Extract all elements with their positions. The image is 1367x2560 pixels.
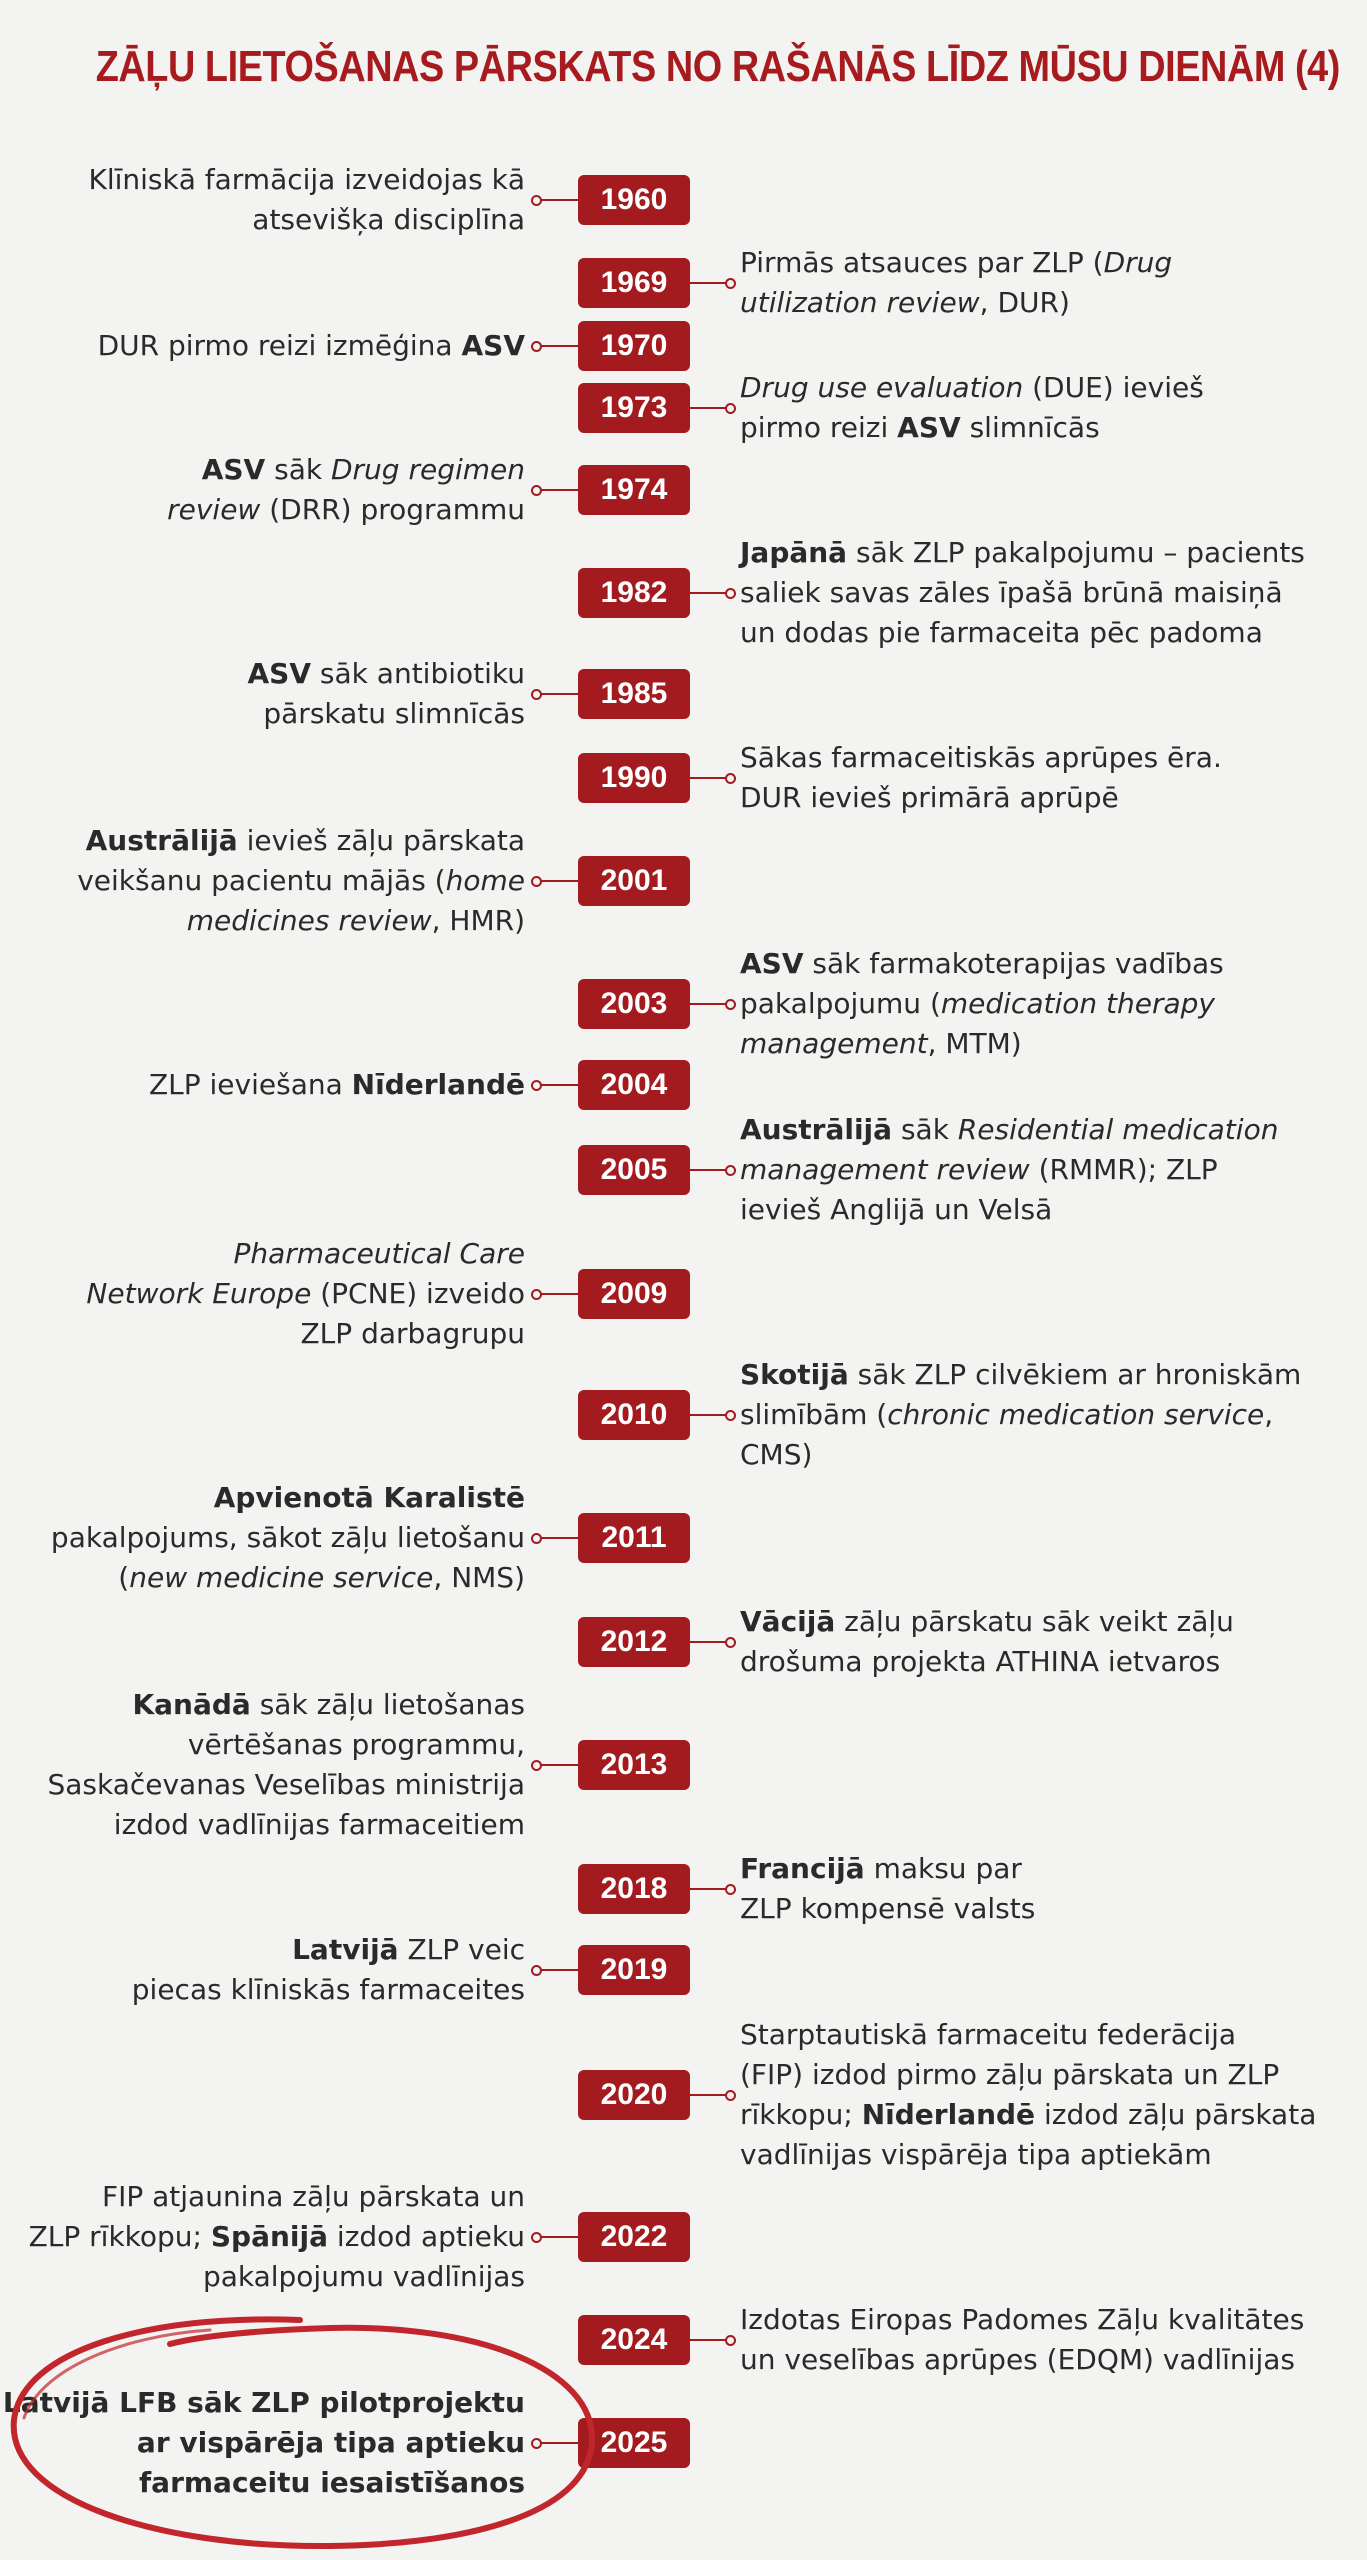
year-badge-1969: 1969 bbox=[578, 258, 690, 308]
bold-text: Nīderlandē bbox=[861, 2098, 1036, 2131]
connector-dot bbox=[725, 999, 736, 1010]
connector-line bbox=[690, 1169, 730, 1171]
year-badge-2003: 2003 bbox=[578, 979, 690, 1029]
event-text-2010 bbox=[740, 1355, 1301, 1475]
bold-text: ASV bbox=[247, 657, 312, 690]
italic-text: Drug regimen bbox=[330, 453, 525, 486]
event-line bbox=[149, 1065, 525, 1105]
text-segment: , DUR) bbox=[979, 286, 1070, 319]
bold-text: Spānijā bbox=[210, 2220, 329, 2253]
event-text-2020 bbox=[740, 2015, 1316, 2175]
connector-dot bbox=[725, 1410, 736, 1421]
text-segment: (FIP) izdod pirmo zāļu pārskata un ZLP bbox=[740, 2058, 1280, 2091]
event-text-1990 bbox=[740, 738, 1222, 818]
text-segment: saliek savas zāles īpašā brūnā maisiņā bbox=[740, 576, 1283, 609]
text-segment: ievieš zāļu pārskata bbox=[237, 824, 525, 857]
text-segment: un dodas pie farmaceita pēc padoma bbox=[740, 616, 1263, 649]
connector-dot bbox=[531, 1533, 542, 1544]
event-line bbox=[740, 1355, 1301, 1395]
text-segment: (DUE) ievieš bbox=[1023, 371, 1204, 404]
event-line bbox=[740, 1110, 1278, 1150]
bold-text: ASV bbox=[461, 329, 525, 362]
connector-dot bbox=[531, 1965, 542, 1976]
text-segment: DUR pirmo reizi izmēģina bbox=[97, 329, 462, 362]
event-text-1973 bbox=[740, 368, 1204, 448]
connector-dot bbox=[531, 1080, 542, 1091]
italic-text: medicines review bbox=[186, 904, 432, 937]
event-line bbox=[51, 1518, 525, 1558]
connector-dot bbox=[531, 195, 542, 206]
text-segment: ZLP ieviešana bbox=[148, 1068, 352, 1101]
connector-dot bbox=[531, 1289, 542, 1300]
event-text-2013 bbox=[47, 1685, 525, 1845]
event-line bbox=[740, 283, 1172, 323]
event-line bbox=[740, 243, 1172, 283]
year-badge-1982: 1982 bbox=[578, 568, 690, 618]
connector-line bbox=[536, 1537, 578, 1539]
connector-dot bbox=[725, 773, 736, 784]
italic-text: review bbox=[167, 493, 261, 526]
year-badge-2024: 2024 bbox=[578, 2315, 690, 2365]
text-segment: pirmo reizi bbox=[740, 411, 898, 444]
year-badge-2011: 2011 bbox=[578, 1513, 690, 1563]
event-text-1985 bbox=[248, 654, 525, 734]
bold-text: Latvijā bbox=[292, 1933, 399, 1966]
text-segment: (RMMR); ZLP bbox=[1029, 1153, 1218, 1186]
connector-line bbox=[690, 1003, 730, 1005]
year-badge-2013: 2013 bbox=[578, 1740, 690, 1790]
event-line bbox=[248, 694, 525, 734]
event-line bbox=[47, 1805, 525, 1845]
text-segment: izdod aptieku bbox=[328, 2220, 525, 2253]
text-segment: sāk ZLP pakalpojumu – pacients bbox=[847, 536, 1305, 569]
connector-line bbox=[690, 407, 730, 409]
connector-dot bbox=[725, 278, 736, 289]
bold-text: ASV bbox=[201, 453, 266, 486]
text-segment: sāk farmakoterapijas vadības bbox=[803, 947, 1224, 980]
text-segment: pakalpojums, sākot zāļu lietošanu bbox=[50, 1521, 525, 1554]
connector-line bbox=[536, 489, 578, 491]
event-line bbox=[132, 1970, 525, 2010]
event-line bbox=[98, 326, 525, 366]
text-segment: ZLP veic bbox=[398, 1933, 525, 1966]
event-line bbox=[51, 1558, 525, 1598]
event-line bbox=[29, 2257, 525, 2297]
italic-text: chronic medication service bbox=[887, 1398, 1265, 1431]
year-badge-2010: 2010 bbox=[578, 1390, 690, 1440]
event-text-1960 bbox=[88, 160, 525, 240]
text-segment: piecas klīniskās farmaceites bbox=[131, 1973, 525, 2006]
bold-text: Kanādā bbox=[132, 1688, 251, 1721]
page-title: ZĀĻU LIETOŠANAS PĀRSKATS NO RAŠANĀS LĪDZ MŪSU DIENĀM (4) bbox=[95, 42, 1340, 91]
text-segment: un veselības aprūpes (EDQM) vadlīnijas bbox=[740, 2343, 1295, 2376]
connector-line bbox=[536, 2236, 578, 2238]
event-line bbox=[248, 654, 525, 694]
event-line bbox=[740, 738, 1222, 778]
bold-text: Nīderlandē bbox=[351, 1068, 525, 1101]
connector-line bbox=[690, 1888, 730, 1890]
text-segment: sāk antibiotiku bbox=[311, 657, 525, 690]
connector-line bbox=[536, 1969, 578, 1971]
italic-text: management review bbox=[740, 1153, 1030, 1186]
event-line bbox=[740, 1642, 1234, 1682]
event-text-2004 bbox=[149, 1065, 525, 1105]
text-segment: izdod zāļu pārskata bbox=[1035, 2098, 1317, 2131]
text-segment: Starptautiskā farmaceitu federācija bbox=[740, 2018, 1237, 2051]
connector-dot bbox=[531, 2232, 542, 2243]
text-segment: ZLP kompensē valsts bbox=[740, 1892, 1036, 1925]
year-badge-2022: 2022 bbox=[578, 2212, 690, 2262]
event-line bbox=[88, 200, 525, 240]
event-line bbox=[740, 778, 1222, 818]
highlight-circle bbox=[0, 2300, 620, 2560]
event-line bbox=[740, 2340, 1304, 2380]
text-segment: ievieš Anglijā un Velsā bbox=[740, 1193, 1053, 1226]
connector-dot bbox=[725, 588, 736, 599]
event-line bbox=[47, 1765, 525, 1805]
text-segment: , NMS) bbox=[433, 1561, 525, 1594]
event-text-1982 bbox=[740, 533, 1305, 653]
event-text-1974 bbox=[167, 450, 525, 530]
text-segment: slimībām ( bbox=[740, 1398, 888, 1431]
italic-text: Pharmaceutical Care bbox=[233, 1237, 525, 1270]
italic-text: utilization review bbox=[740, 286, 980, 319]
event-line bbox=[740, 2135, 1316, 2175]
text-segment: DUR ievieš primārā aprūpē bbox=[740, 781, 1119, 814]
connector-dot bbox=[725, 1165, 736, 1176]
connector-line bbox=[690, 777, 730, 779]
text-segment: , HMR) bbox=[431, 904, 525, 937]
connector-dot bbox=[531, 1760, 542, 1771]
text-segment: atsevišķa disciplīna bbox=[252, 203, 525, 236]
event-line bbox=[740, 1190, 1278, 1230]
italic-text: Network Europe bbox=[86, 1277, 312, 1310]
text-segment: sāk ZLP cilvēkiem ar hroniskām bbox=[848, 1358, 1302, 1391]
year-badge-2025: 2025 bbox=[578, 2418, 690, 2468]
connector-line bbox=[536, 199, 578, 201]
event-line bbox=[740, 368, 1204, 408]
event-line bbox=[740, 1889, 1035, 1929]
connector-dot bbox=[531, 341, 542, 352]
year-badge-2005: 2005 bbox=[578, 1145, 690, 1195]
event-line bbox=[740, 1849, 1035, 1889]
text-segment: pakalpojumu vadlīnijas bbox=[202, 2260, 525, 2293]
italic-text: home bbox=[445, 864, 525, 897]
connector-line bbox=[690, 592, 730, 594]
event-line bbox=[740, 533, 1305, 573]
event-line bbox=[740, 2015, 1316, 2055]
text-segment: rīkkopu; bbox=[740, 2098, 862, 2131]
text-segment: Pirmās atsauces par ZLP ( bbox=[740, 246, 1104, 279]
italic-text: Drug use evaluation bbox=[740, 371, 1024, 404]
event-line bbox=[88, 160, 525, 200]
year-badge-2020: 2020 bbox=[578, 2070, 690, 2120]
connector-line bbox=[536, 1293, 578, 1295]
italic-text: Drug bbox=[1103, 246, 1173, 279]
year-badge-2004: 2004 bbox=[578, 1060, 690, 1110]
event-line bbox=[740, 613, 1305, 653]
connector-dot bbox=[725, 403, 736, 414]
text-segment: Saskačevanas Veselības ministrija bbox=[47, 1768, 525, 1801]
year-badge-2018: 2018 bbox=[578, 1864, 690, 1914]
year-badge-1974: 1974 bbox=[578, 465, 690, 515]
event-line bbox=[740, 984, 1224, 1024]
text-segment: farmaceitu iesaistīšanos bbox=[139, 2466, 525, 2499]
event-line bbox=[77, 821, 525, 861]
bold-text: Austrālijā bbox=[740, 1113, 893, 1146]
bold-text: Francijā bbox=[740, 1852, 865, 1885]
text-segment: Izdotas Eiropas Padomes Zāļu kvalitātes bbox=[740, 2303, 1305, 2336]
event-text-1970 bbox=[98, 326, 525, 366]
italic-text: management bbox=[740, 1027, 928, 1060]
event-line bbox=[740, 2095, 1316, 2135]
text-segment: drošuma projekta ATHINA ietvaros bbox=[740, 1645, 1221, 1678]
bold-text: ASV bbox=[740, 947, 804, 980]
connector-line bbox=[536, 693, 578, 695]
event-text-2024 bbox=[740, 2300, 1304, 2380]
bold-text: Apvienotā Karalistē bbox=[213, 1481, 525, 1514]
event-line bbox=[740, 573, 1305, 613]
year-badge-1970: 1970 bbox=[578, 321, 690, 371]
event-text-2001 bbox=[77, 821, 525, 941]
event-line bbox=[740, 1602, 1234, 1642]
year-badge-1990: 1990 bbox=[578, 753, 690, 803]
event-line bbox=[740, 2300, 1304, 2340]
event-line bbox=[29, 2177, 525, 2217]
event-line bbox=[167, 450, 525, 490]
year-badge-1960: 1960 bbox=[578, 175, 690, 225]
connector-dot bbox=[725, 1637, 736, 1648]
connector-line bbox=[690, 282, 730, 284]
connector-dot bbox=[725, 2335, 736, 2346]
text-segment: pārskatu slimnīcās bbox=[263, 697, 525, 730]
event-line bbox=[86, 1274, 525, 1314]
year-badge-2019: 2019 bbox=[578, 1945, 690, 1995]
event-text-2012 bbox=[740, 1602, 1234, 1682]
bold-text: Austrālijā bbox=[85, 824, 238, 857]
text-segment: izdod vadlīnijas farmaceitiem bbox=[113, 1808, 525, 1841]
event-line bbox=[740, 944, 1224, 984]
year-badge-2009: 2009 bbox=[578, 1269, 690, 1319]
connector-line bbox=[690, 1414, 730, 1416]
text-segment: ar vispārēja tipa aptieku bbox=[136, 2426, 525, 2459]
text-segment: , bbox=[1264, 1398, 1274, 1431]
event-line bbox=[77, 901, 525, 941]
italic-text: new medicine service bbox=[129, 1561, 434, 1594]
text-segment: ZLP rīkkopu; bbox=[28, 2220, 211, 2253]
connector-line bbox=[536, 1084, 578, 1086]
connector-dot bbox=[725, 2090, 736, 2101]
event-line bbox=[47, 1725, 525, 1765]
event-line bbox=[740, 1435, 1301, 1475]
event-text-2022 bbox=[29, 2177, 525, 2297]
bold-text: Skotijā bbox=[740, 1358, 849, 1391]
connector-line bbox=[536, 1764, 578, 1766]
connector-dot bbox=[531, 876, 542, 887]
italic-text: medication therapy bbox=[940, 987, 1215, 1020]
text-segment: vadlīnijas vispārēja tipa aptiekām bbox=[740, 2138, 1212, 2171]
event-line bbox=[77, 861, 525, 901]
event-line bbox=[132, 1930, 525, 1970]
text-segment: Sākas farmaceitiskās aprūpes ēra. bbox=[740, 741, 1222, 774]
event-line bbox=[86, 1234, 525, 1274]
bold-text: Vācijā bbox=[740, 1605, 836, 1638]
italic-text: Residential medication bbox=[957, 1113, 1279, 1146]
event-text-2018 bbox=[740, 1849, 1035, 1929]
bold-text: ASV bbox=[897, 411, 961, 444]
connector-dot bbox=[725, 1884, 736, 1895]
text-segment: Klīniskā farmācija izveidojas kā bbox=[88, 163, 525, 196]
text-segment: Latvijā LFB sāk ZLP pilotprojektu bbox=[2, 2386, 525, 2419]
event-text-2005 bbox=[740, 1110, 1278, 1230]
bold-text: Japānā bbox=[740, 536, 848, 569]
year-badge-1985: 1985 bbox=[578, 669, 690, 719]
connector-line bbox=[690, 2339, 730, 2341]
text-segment: ( bbox=[118, 1561, 130, 1594]
text-segment: ZLP darbagrupu bbox=[300, 1317, 525, 1350]
event-text-2009 bbox=[86, 1234, 525, 1354]
text-segment: vērtēšanas programmu, bbox=[187, 1728, 525, 1761]
text-segment: pakalpojumu ( bbox=[740, 987, 941, 1020]
text-segment: maksu par bbox=[864, 1852, 1022, 1885]
text-segment: zāļu pārskatu sāk veikt zāļu bbox=[835, 1605, 1234, 1638]
text-segment: (DRR) programmu bbox=[260, 493, 525, 526]
event-line bbox=[167, 490, 525, 530]
event-line bbox=[86, 1314, 525, 1354]
event-line bbox=[47, 1685, 525, 1725]
connector-dot bbox=[531, 485, 542, 496]
text-segment: sāk bbox=[892, 1113, 958, 1146]
event-text-2003 bbox=[740, 944, 1224, 1064]
connector-line bbox=[536, 345, 578, 347]
text-segment: , MTM) bbox=[927, 1027, 1022, 1060]
text-segment: CMS) bbox=[740, 1438, 813, 1471]
event-line bbox=[740, 2055, 1316, 2095]
event-line bbox=[740, 1150, 1278, 1190]
year-badge-2001: 2001 bbox=[578, 856, 690, 906]
text-segment: slimnīcās bbox=[960, 411, 1100, 444]
text-segment: FIP atjaunina zāļu pārskata un bbox=[101, 2180, 525, 2213]
event-text-2019 bbox=[132, 1930, 525, 2010]
event-line bbox=[740, 1395, 1301, 1435]
connector-line bbox=[690, 2094, 730, 2096]
event-text-1969 bbox=[740, 243, 1172, 323]
event-line bbox=[29, 2217, 525, 2257]
event-line bbox=[740, 1024, 1224, 1064]
connector-dot bbox=[531, 689, 542, 700]
year-badge-2012: 2012 bbox=[578, 1617, 690, 1667]
year-badge-1973: 1973 bbox=[578, 383, 690, 433]
text-segment: sāk bbox=[265, 453, 331, 486]
text-segment: veikšanu pacientu mājās ( bbox=[77, 864, 446, 897]
event-line bbox=[740, 408, 1204, 448]
event-line bbox=[51, 1478, 525, 1518]
text-segment: (PCNE) izveido bbox=[311, 1277, 525, 1310]
connector-line bbox=[536, 880, 578, 882]
connector-line bbox=[690, 1641, 730, 1643]
text-segment: sāk zāļu lietošanas bbox=[250, 1688, 525, 1721]
event-text-2011 bbox=[51, 1478, 525, 1598]
